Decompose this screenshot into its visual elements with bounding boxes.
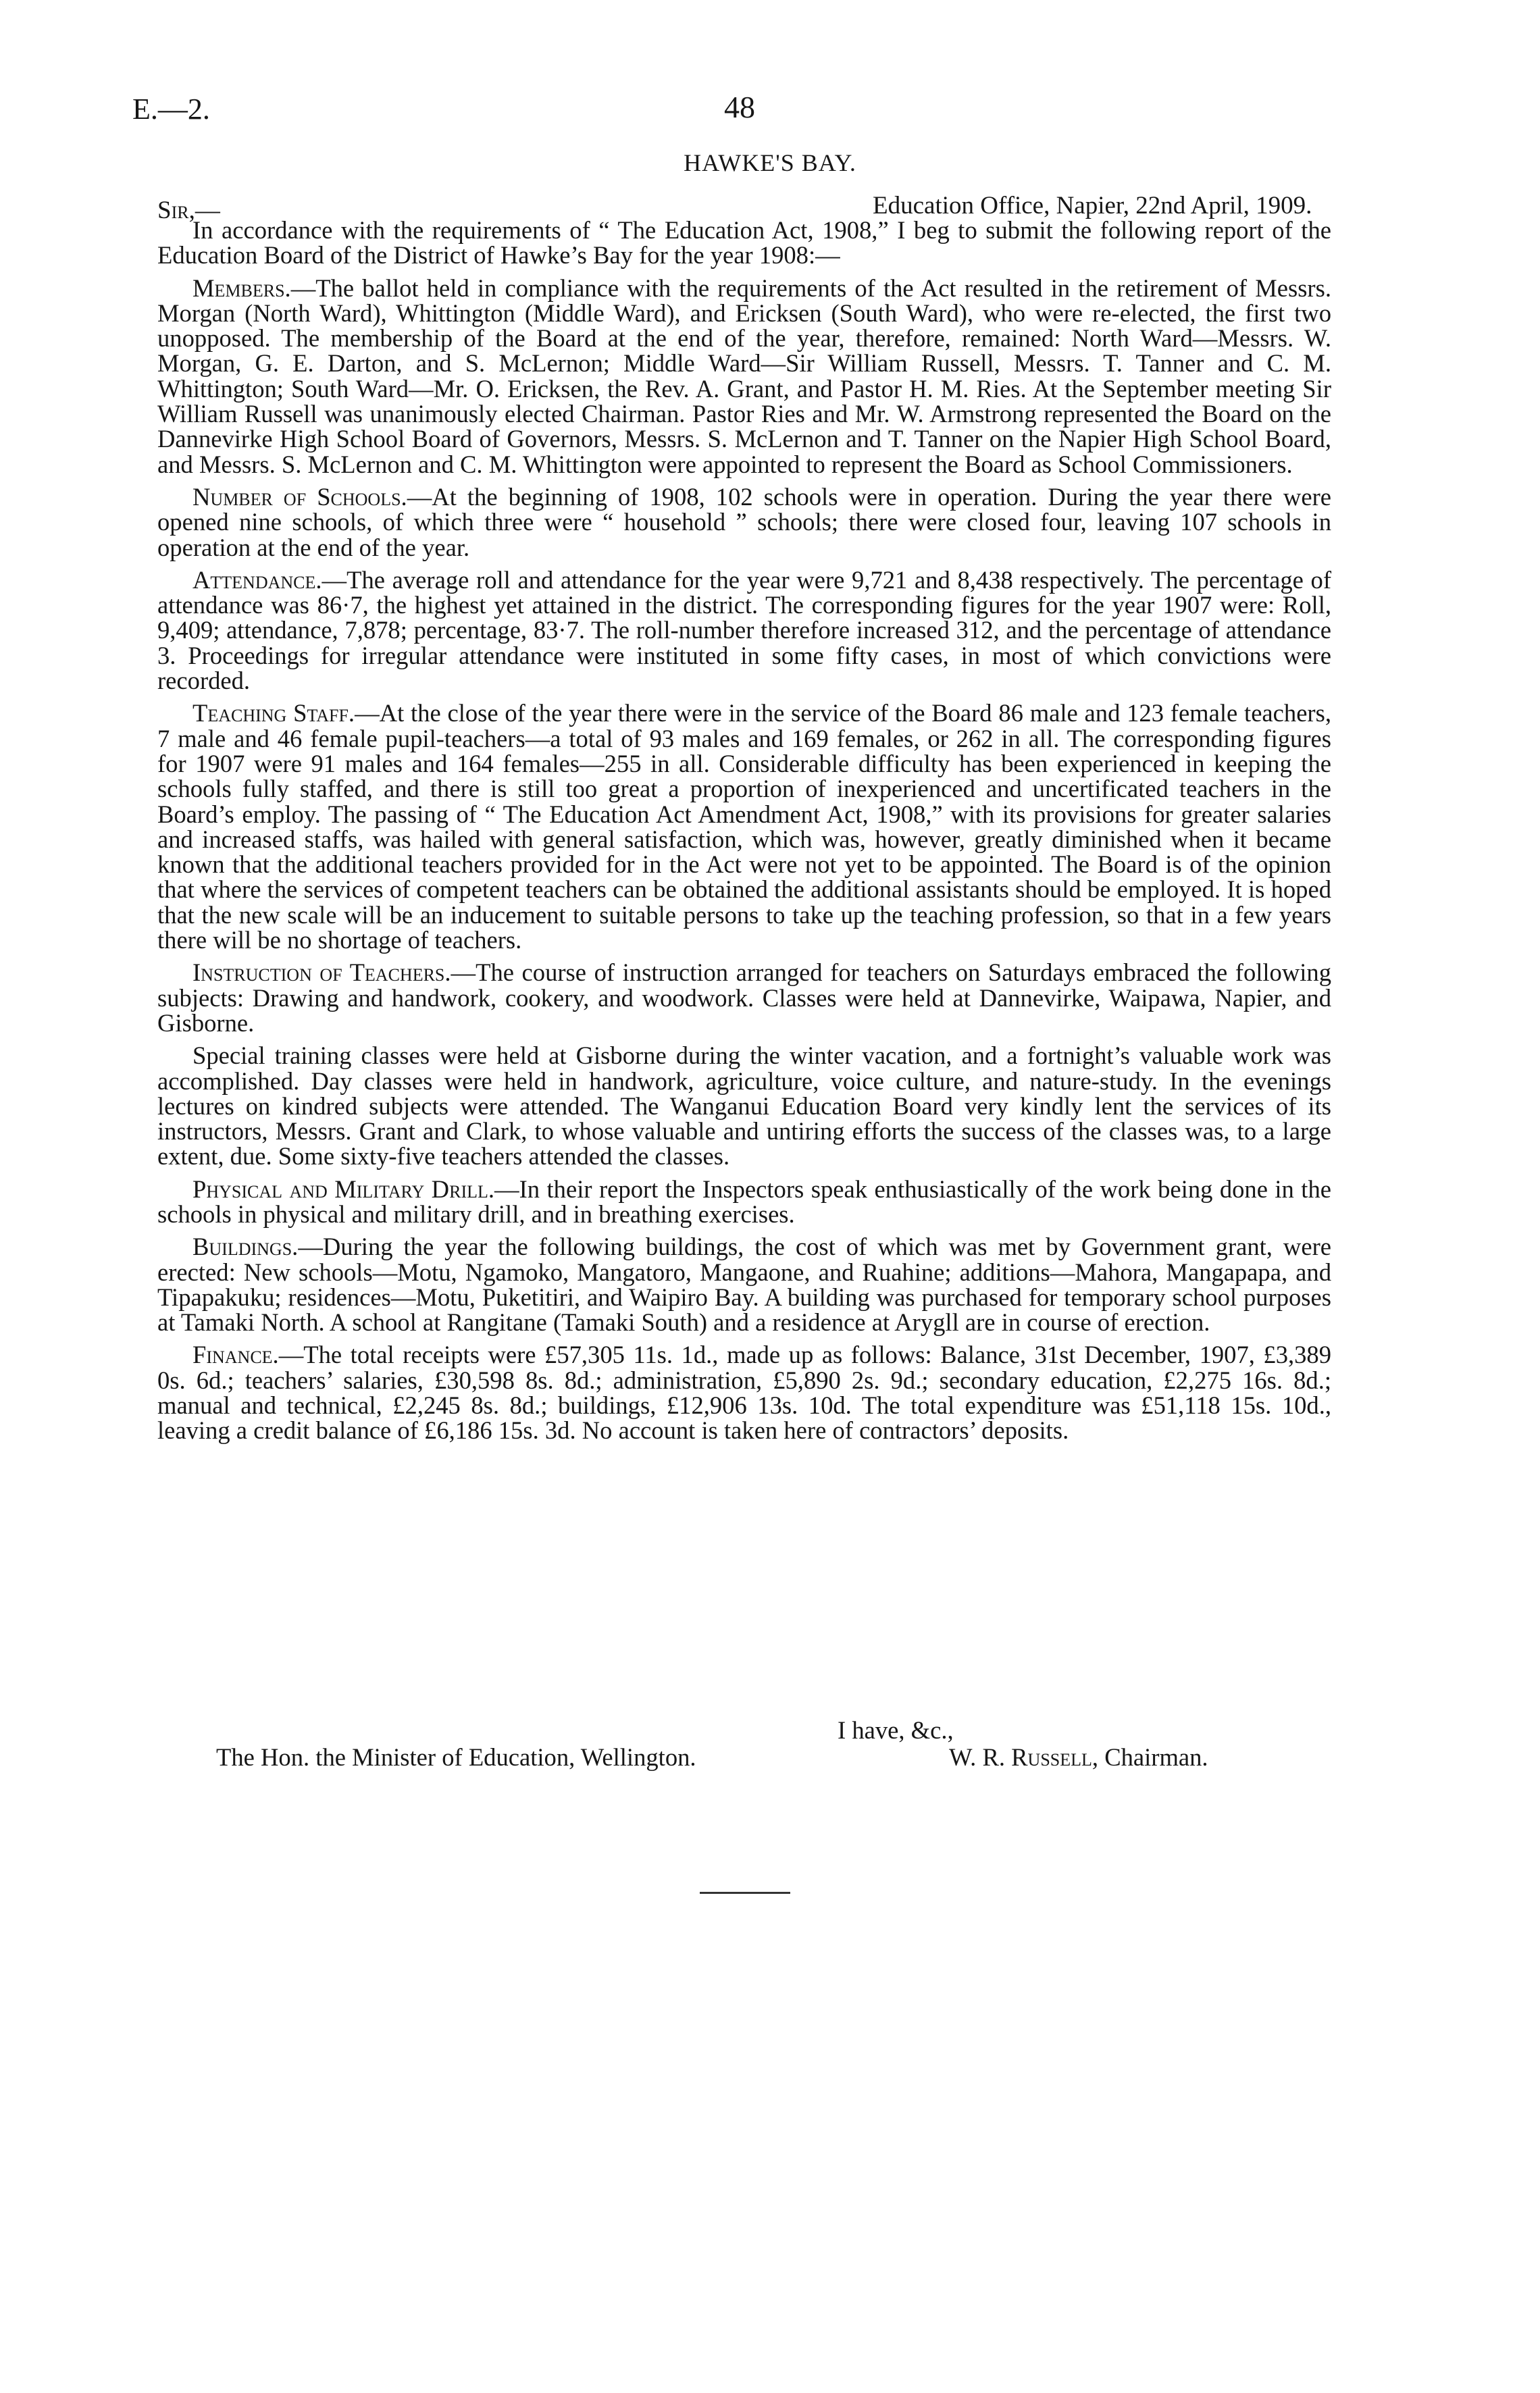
paragraph-attendance: Attendance.—The average roll and attendance for the year were 9,721 and 8,438 respectively. The percentage of attendance was 86·7, the highest yet attained in the district. The corresponding figures for the year 1907 were: Roll, 9,409; attendance, 7,878; percentage, 83·7. The roll-number therefore increased 312, and the percentage of attendance 3. Proceedings for irregular attendance were instituted in some fifty cases, in most of which convictions were recorded. [157, 565, 1331, 695]
document-reference: E.—2. [132, 93, 210, 126]
paragraph-physical-drill: Physical and Military Drill.—In their report the Inspectors speak enthusiastically of the work being done in the schools in physical and military drill, and in breathing exercises. [157, 1175, 1331, 1228]
paragraph-heading: Buildings. [192, 1233, 299, 1261]
paragraph-heading: Teaching Staff. [192, 699, 355, 727]
addressee: The Hon. the Minister of Education, Wellington. [216, 1743, 696, 1771]
paragraph-heading: Members. [192, 274, 291, 302]
office-dateline: Education Office, Napier, 22nd April, 1909. [873, 192, 1312, 220]
signature [949, 1743, 1208, 1772]
closing-divider [700, 1892, 790, 1894]
paragraph-teaching-staff: Teaching Staff.—At the close of the year there were in the service of the Board 86 male and 123 female teachers, 7 male and 46 female pupil-teachers—a total of 93 males and 169 females, or 262 in all. The corresponding figures for 1907 were 91 males and 164 females—255 in all. Considerable difficulty has been experienced in keeping the schools fully staffed, and there is still too great a proportion of inexperienced and uncertificated teachers in the Board’s employ. The passing of “ The Education Act Amendment Act, 1908,” with its provisions for greater salaries and increased staffs, was hailed with general satisfaction, which was, however, greatly diminished when it became known that the additional teachers provided for in the Act were not yet to be appointed. The Board is of the opinion that where the services of competent teachers can be obtained the additional assistants should be employed. It is hoped that the new scale will be an inducement to suitable persons to take up the teaching profession, so that in a few years there will be no shortage of teachers. [157, 699, 1331, 954]
paragraph-heading: Finance. [192, 1341, 279, 1369]
paragraph-intro: In accordance with the requirements of “ The Education Act, 1908,” I beg to submit the following report of the Education Board of the District of Hawke’s Bay for the year 1908:— [157, 216, 1331, 269]
page-number: 48 [724, 90, 755, 124]
section-title: HAWKE'S BAY. [684, 149, 856, 176]
paragraph-heading: Number of Schools. [192, 482, 407, 511]
signatory-title: Chairman. [1104, 1743, 1208, 1771]
paragraph-instruction-of-teachers: Instruction of Teachers.—The course of instruction arranged for teachers on Saturdays embraced the following subjects: Drawing and handwork, cookery, and woodwork. Classes were held at Dannevirke, Waipawa, Napier, and Gisborne. [157, 958, 1331, 1037]
paragraph-members: Members.—The ballot held in compliance with the requirements of the Act resulted in the retirement of Messrs. Morgan (North Ward), Whittington (Middle Ward), and Ericksen (South Ward), who were re-elected, the first two unopposed. The membership of the Board at the end of the year, therefore, remained: North Ward—Messrs. W. Morgan, G. E. Darton, and S. McLernon; Middle Ward—Sir William Russell, Messrs. T. Tanner and C. M. Whittington; South Ward—Mr. O. Ericksen, the Rev. A. Grant, and Pastor H. M. Ries. At the September meeting Sir William Russell was unanimously elected Chairman. Pastor Ries and Mr. W. Armstrong represented the Board on the Dannevirke High School Board of Governors, Messrs. S. McLernon and T. Tanner on the Napier High School Board, and Messrs. S. McLernon and C. M. Whittington were appointed to represent the Board as School Commissioners. [157, 274, 1331, 478]
paragraph-heading: Attendance. [192, 565, 322, 594]
paragraph-finance: Finance.—The total receipts were £57,305 11s. 1d., made up as follows: Balance, 31st December, 1907, £3,389 0s. 6d.; teachers’ salaries, £30,598 8s. 8d.; administration, £5,890 2s. 9d.; secondary education, £2,275 16s. 8d.; manual and technical, £2,245 8s. 8d.; buildings, £12,906 13s. 10d. The total expenditure was £51,118 15s. 10d., leaving a credit balance of £6,186 15s. 3d. No account is taken here of contractors’ deposits. [157, 1341, 1331, 1445]
report-body [157, 217, 1331, 1451]
salutation: Sir,— [157, 197, 220, 224]
signatory-name: W. R. Russell, [949, 1743, 1099, 1771]
paragraph-number-of-schools: Number of Schools.—At the beginning of 1908, 102 schools were in operation. During the year there were opened nine schools, of which three were “ household ” schools; there were closed four, leaving 107 schools in operation at the end of the year. [157, 482, 1331, 561]
paragraph-heading: Instruction of Teachers. [192, 958, 451, 987]
paragraph-special-training: Special training classes were held at Gisborne during the winter vacation, and a fortnight’s valuable work was accomplished. Day classes were held in handwork, agriculture, voice culture, and nature-study. In the evenings lectures on kindred subjects were attended. The Wanganui Education Board very kindly lent the services of its instructors, Messrs. Grant and Clark, to whose valuable and untiring efforts the success of the classes was, to a large extent, due. Some sixty-five teachers attended the classes. [157, 1041, 1331, 1170]
sign-off: I have, &c., [838, 1716, 954, 1744]
paragraph-buildings: Buildings.—During the year the following buildings, the cost of which was met by Government grant, were erected: New schools—Motu, Ngamoko, Mangatoro, Mangaone, and Ruahine; additions—Mahora, Mangapapa, and Tipapakuku; residences—Motu, Puketitiri, and Waipiro Bay. A building was purchased for temporary school purposes at Tamaki North. A school at Rangitane (Tamaki South) and a residence at Arygll are in course of erection. [157, 1233, 1331, 1337]
paragraph-heading: Physical and Military Drill. [192, 1175, 495, 1203]
